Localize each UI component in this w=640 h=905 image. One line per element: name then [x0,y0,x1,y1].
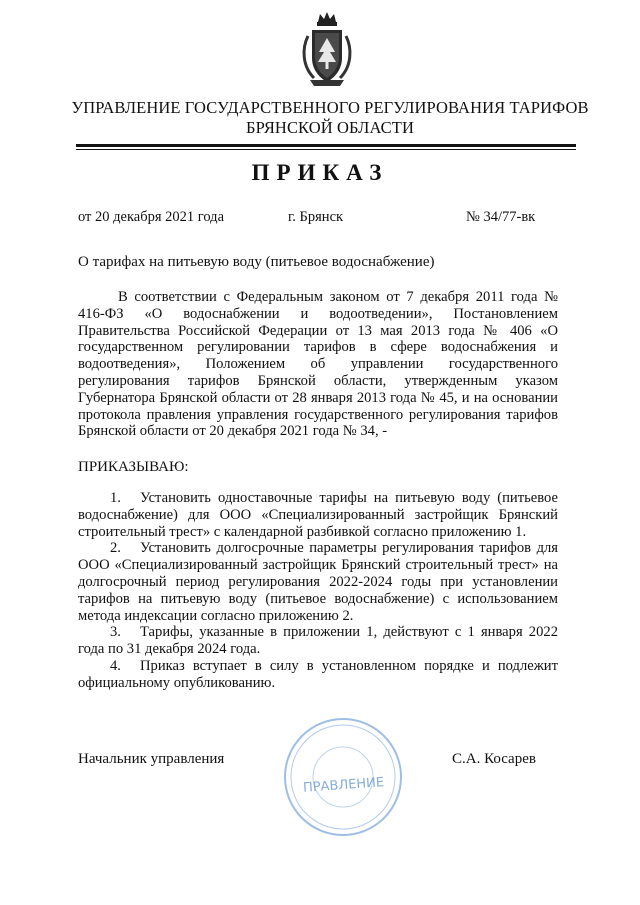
header-rule-thin [76,149,576,150]
order-item [78,490,558,540]
order-item [78,624,558,658]
order-item-text: Приказ вступает в силу в установленном порядке и подлежит официальному опубликованию. [78,657,558,691]
order-heading: ПРИКАЗЫВАЮ: [78,459,189,475]
signatory-position: Начальник управления [78,751,225,767]
document-number: № 34/77-вк [466,209,536,225]
preamble-paragraph: В соответствии с Федеральным законом от 7 декабря 2011 года № 416-ФЗ «О водоснабжении и водоотведении», Постановлением Правительства Российской Федерации от 13 мая 2013 года № 406 «О государственном регулировании тарифов в сфере водоснабжения и водоотведения», Положением об управлении государственного регулирования тарифов Брянской области, утвержденным указом Губернатора Брянской области от 28 января 2013 года № 45, и на основании протокола правления управления государственного регулирования тарифов Брянской области от 20 декабря 2021 года № 34, - [78,289,558,440]
order-item-text: Тарифы, указанные в приложении 1, действуют с 1 января 2022 года по 31 декабря 2024 года. [78,624,558,658]
signatory-name: С.А. Косарев [452,751,536,767]
document-subject: О тарифах на питьевую воду (питьевое водоснабжение) [78,254,435,270]
coat-of-arms-icon [298,8,356,90]
order-item [78,540,558,624]
order-items-list [78,490,558,692]
order-item-text: Установить одноставочные тарифы на питьевую воду (питьевое водоснабжение) для ООО «Специализированный застройщик Брянский строительный трест» с календарной разбивкой согласно приложению 1. [78,490,558,540]
document-title: ПРИКАЗ [251,160,389,185]
document-date: от 20 декабря 2021 года [78,209,224,225]
order-item-text: Установить долгосрочные параметры регулирования тарифов для ООО «Специализированный застройщик Брянский строительный трест» на долгосрочный период регулирования 2022-2024 годы при установлении тарифов на питьевую воду (питьевое водоснабжение) с использованием метода индексации согласно приложению 2. [78,540,558,624]
order-item [78,658,558,692]
document-city: г. Брянск [288,209,344,225]
order-item-number: 4. [110,657,121,674]
organization-name-line2: БРЯНСКОЙ ОБЛАСТИ [246,118,414,137]
official-stamp-icon [280,714,406,840]
order-item-number: 1. [110,490,121,506]
order-item-number: 3. [110,624,121,641]
stamp-text: ПРАВЛЕНИЕ [302,775,385,796]
organization-name-line1: УПРАВЛЕНИЕ ГОСУДАРСТВЕННОГО РЕГУЛИРОВАНИЯ ТАРИФОВ [71,98,589,117]
header-rule-thick [76,144,576,147]
order-item-number: 2. [110,540,121,557]
